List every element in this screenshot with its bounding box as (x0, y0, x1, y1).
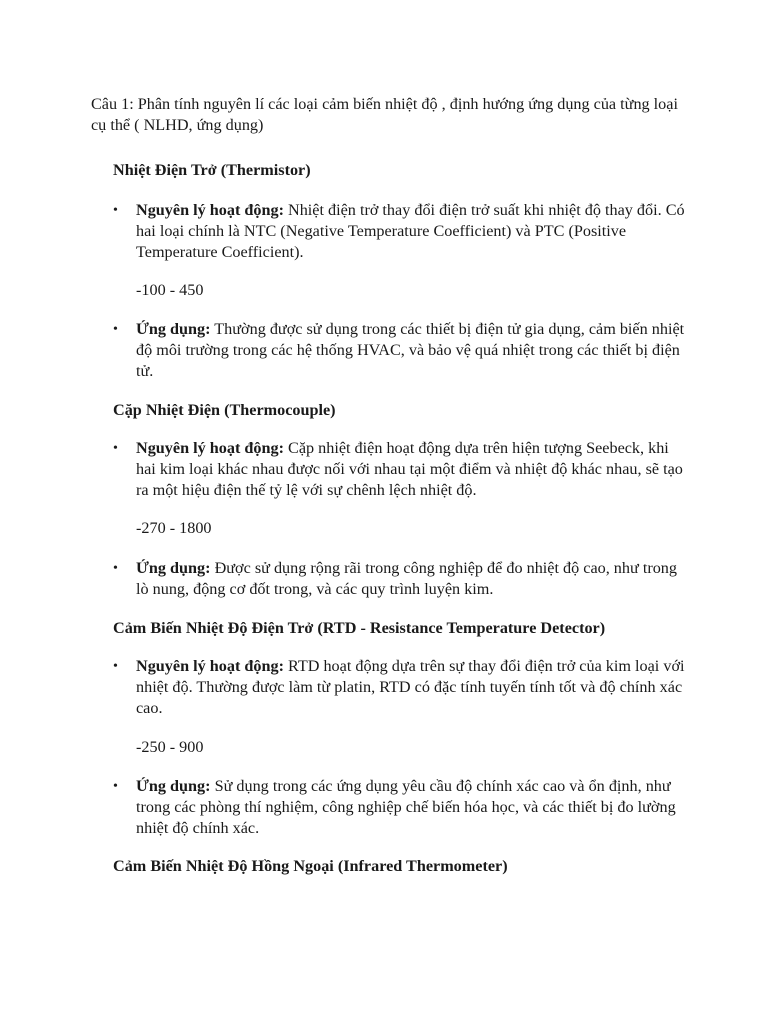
bullet-icon: • (113, 659, 118, 674)
bullet-icon: • (113, 322, 118, 337)
section-heading-rtd: Cảm Biến Nhiệt Độ Điện Trở (RTD - Resistance Temperature Detector) (113, 619, 606, 637)
list-item-principle-thermistor (113, 200, 688, 263)
bullet-icon: • (113, 441, 118, 456)
principle-text: Cặp nhiệt điện hoạt động dựa trên hiện tượng Seebeck, khi hai kim loại khác nhau được nối với nhau tại một điểm và nhiệt độ khác nhau, sẽ tạo ra một hiệu điện thế tỷ lệ với sự chênh lệch nhiệt độ. (136, 439, 683, 499)
application-label: Ứng dụng: (136, 777, 211, 795)
principle-label: Nguyên lý hoạt động: (136, 657, 284, 675)
principle-text: Nhiệt điện trở thay đổi điện trở suất khi nhiệt độ thay đổi. Có hai loại chính là NTC (Negative Temperature Coefficient) và PTC (Positive Temperature Coefficient). (136, 201, 685, 261)
item-text (136, 558, 688, 600)
item-text (136, 200, 688, 263)
application-text: Thường được sử dụng trong các thiết bị điện tử gia dụng, cảm biến nhiệt độ môi trường trong các hệ thống HVAC, và bảo vệ quá nhiệt trong các thiết bị điện tử. (136, 320, 685, 380)
application-text: Sử dụng trong các ứng dụng yêu cầu độ chính xác cao và ổn định, như trong các phòng thí nghiệm, công nghiệp chế biến hóa học, và các thiết bị đo lường nhiệt độ chính xác. (136, 777, 676, 837)
range-thermocouple: -270 - 1800 (136, 519, 212, 537)
application-label: Ứng dụng: (136, 559, 211, 577)
list-item-application-thermocouple (113, 558, 688, 600)
item-text (136, 656, 688, 719)
list-item-application-thermistor (113, 319, 688, 382)
range-rtd: -250 - 900 (136, 738, 204, 756)
question-text: Câu 1: Phân tính nguyên lí các loại cảm biến nhiệt độ , định hướng ứng dụng của từng loại cụ thể ( NLHD, ứng dụng) (91, 95, 678, 134)
section-heading-thermistor: Nhiệt Điện Trở (Thermistor) (113, 161, 311, 179)
list-item-principle-rtd (113, 656, 688, 719)
principle-label: Nguyên lý hoạt động: (136, 439, 284, 457)
section-heading-thermocouple: Cặp Nhiệt Điện (Thermocouple) (113, 401, 336, 419)
principle-label: Nguyên lý hoạt động: (136, 201, 284, 219)
section-heading-infrared: Cảm Biến Nhiệt Độ Hồng Ngoại (Infrared Thermometer) (113, 857, 508, 875)
item-text (136, 319, 688, 382)
bullet-icon: • (113, 779, 118, 794)
principle-text: RTD hoạt động dựa trên sự thay đổi điện trở của kim loại với nhiệt độ. Thường được làm từ platin, RTD có đặc tính tuyến tính tốt và độ chính xác cao. (136, 657, 685, 717)
bullet-icon: • (113, 203, 118, 218)
application-text: Được sử dụng rộng rãi trong công nghiệp để đo nhiệt độ cao, như trong lò nung, động cơ đốt trong, và các quy trình luyện kim. (136, 559, 677, 598)
list-item-application-rtd (113, 776, 688, 839)
range-thermistor: -100 - 450 (136, 281, 204, 299)
application-label: Ứng dụng: (136, 320, 211, 338)
list-item-principle-thermocouple (113, 438, 688, 501)
item-text (136, 438, 688, 501)
bullet-icon: • (113, 561, 118, 576)
item-text (136, 776, 688, 839)
